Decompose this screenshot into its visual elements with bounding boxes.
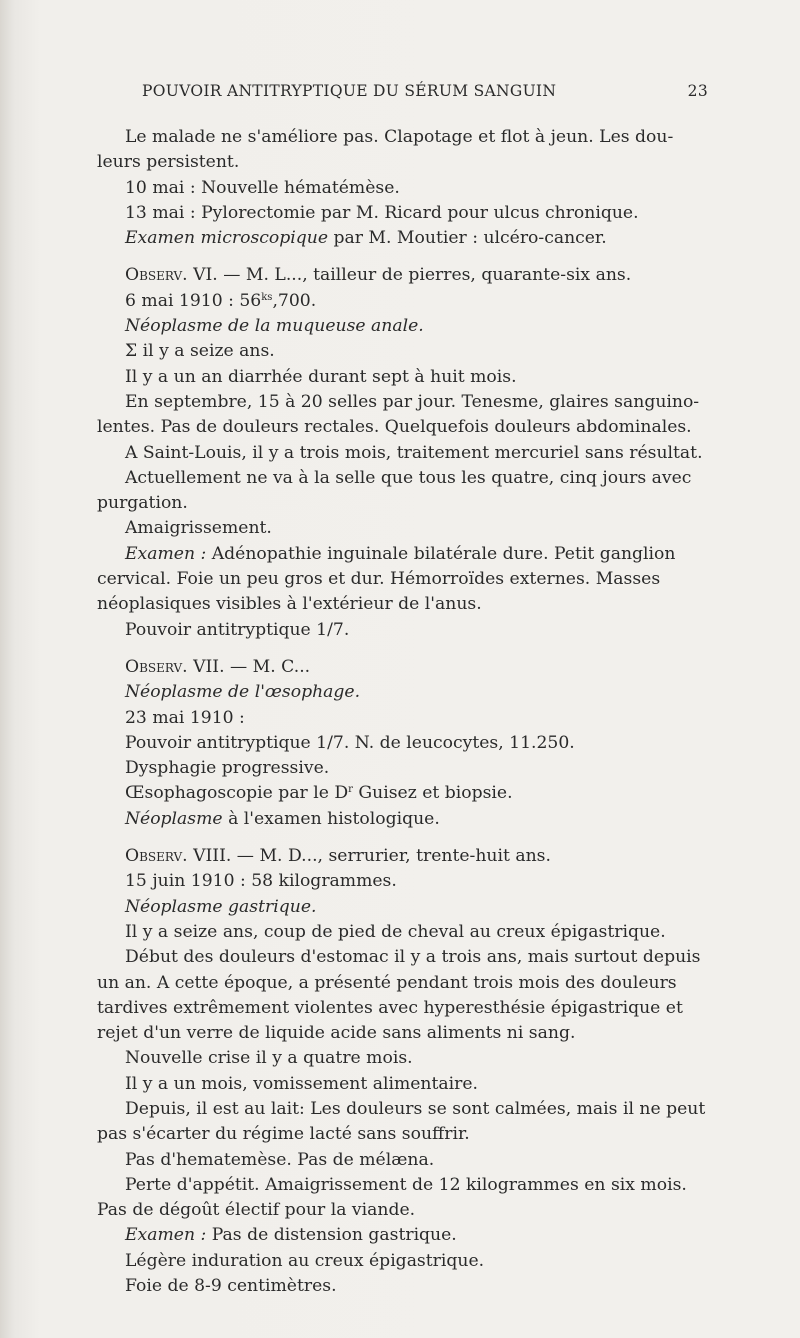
text-line: Œsophagoscopie par le $D^r$ Guisez et biopsie.	[125, 783, 513, 804]
diagnosis: Néoplasme de la muqueuse anale.	[125, 316, 424, 337]
text-line: 13 mai : Pylorectomie par M. Ricard pour ulcus chronique.	[125, 202, 639, 223]
diagnosis: Néoplasme de l'œsophage.	[125, 682, 361, 703]
page-number: 23	[687, 82, 708, 100]
text-line: A Saint-Louis, il y a trois mois, traitement mercuriel sans résultat.	[125, 442, 703, 463]
text-line: Nouvelle crise il y a quatre mois.	[125, 1048, 413, 1069]
text-line: Néoplasme à l'examen histologique.	[125, 808, 440, 829]
text-line: Amaigrissement.	[125, 518, 272, 539]
diagnosis: Néoplasme gastrique.	[125, 896, 317, 917]
text-line: leurs persistent.	[97, 152, 240, 173]
text-line: Pouvoir antitryptique 1/7. N. de leucocytes, 11.250.	[125, 732, 575, 753]
text-line: pas s'écarter du régime lacté sans souffrir.	[97, 1124, 470, 1145]
text-line: un an. A cette époque, a présenté pendant trois mois des douleurs	[97, 972, 677, 993]
observation-heading: Observ. VIII. — M. D..., serrurier, trente-huit ans.	[125, 846, 551, 867]
text-line: purgation.	[97, 493, 188, 514]
text-line: Foie de 8-9 centimètres.	[125, 1276, 337, 1297]
observation-heading: Observ. VII. — M. C...	[125, 656, 311, 677]
text-line: Il y a un mois, vomissement alimentaire.	[125, 1073, 478, 1094]
text-line: Le malade ne s'améliore pas. Clapotage et flot à jeun. Les dou-	[125, 127, 674, 147]
text-line: rejet d'un verre de liquide acide sans aliments ni sang.	[97, 1023, 576, 1044]
text-line: Légère induration au creux épigastrique.	[125, 1250, 485, 1271]
text-line: Début des douleurs d'estomac il y a trois ans, mais surtout depuis	[125, 947, 701, 968]
running-header	[96, 82, 708, 112]
text-line: Examen microscopique par M. Moutier : ulcéro-cancer.	[125, 228, 607, 249]
text-line: Dysphagie progressive.	[125, 758, 330, 779]
text-line: 10 mai : Nouvelle hématémèse.	[125, 177, 400, 198]
text-line: Actuellement ne va à la selle que tous les quatre, cinq jours avec	[125, 467, 692, 488]
text-line: néoplasiques visibles à l'extérieur de l'anus.	[97, 594, 482, 615]
text-line: Depuis, il est au lait: Les douleurs se sont calmées, mais il ne peut	[125, 1098, 706, 1119]
text-line: Examen : Pas de distension gastrique.	[125, 1225, 457, 1246]
text-line: Pas de dégoût électif pour la viande.	[97, 1200, 416, 1221]
text-line: 15 juin 1910 : 58 kilogrammes.	[125, 871, 397, 892]
text-line: cervical. Foie un peu gros et dur. Hémorroïdes externes. Masses	[97, 569, 661, 590]
text-line: Il y a seize ans, coup de pied de cheval au creux épigastrique.	[125, 921, 666, 942]
text-line: 6 mai 1910 : $56^{ks},700$.	[125, 290, 317, 311]
italic-phrase: Examen microscopique	[125, 228, 329, 249]
text-line: Pouvoir antitryptique 1/7.	[125, 619, 350, 640]
text-line: lentes. Pas de douleurs rectales. Quelquefois douleurs abdominales.	[97, 417, 692, 438]
text-line: Pas d'hematemèse. Pas de mélæna.	[125, 1149, 435, 1170]
text-line: Il y a un an diarrhée durant sept à huit mois.	[125, 366, 517, 387]
observation-label: Observ. VII.	[125, 656, 225, 677]
running-title: POUVOIR ANTITRYPTIQUE DU SÉRUM SANGUIN	[142, 82, 557, 100]
page-body	[97, 125, 708, 1299]
text-line: Σ il y a seize ans.	[125, 341, 275, 362]
text-line: Perte d'appétit. Amaigrissement de 12 kilogrammes en six mois.	[125, 1174, 687, 1195]
observation-label: Observ. VI.	[125, 265, 218, 286]
observation-heading: Observ. VI. — M. L..., tailleur de pierres, quarante-six ans.	[125, 265, 632, 286]
observation-label: Observ. VIII.	[125, 846, 232, 867]
text-line: 23 mai 1910 :	[125, 707, 245, 728]
text-line: Examen : Adénopathie inguinale bilatérale dure. Petit ganglion	[125, 543, 676, 564]
text-line: tardives extrêmement violentes avec hyperesthésie épigastrique et	[97, 997, 683, 1018]
text-line: En septembre, 15 à 20 selles par jour. Tenesme, glaires sanguino-	[125, 391, 700, 412]
